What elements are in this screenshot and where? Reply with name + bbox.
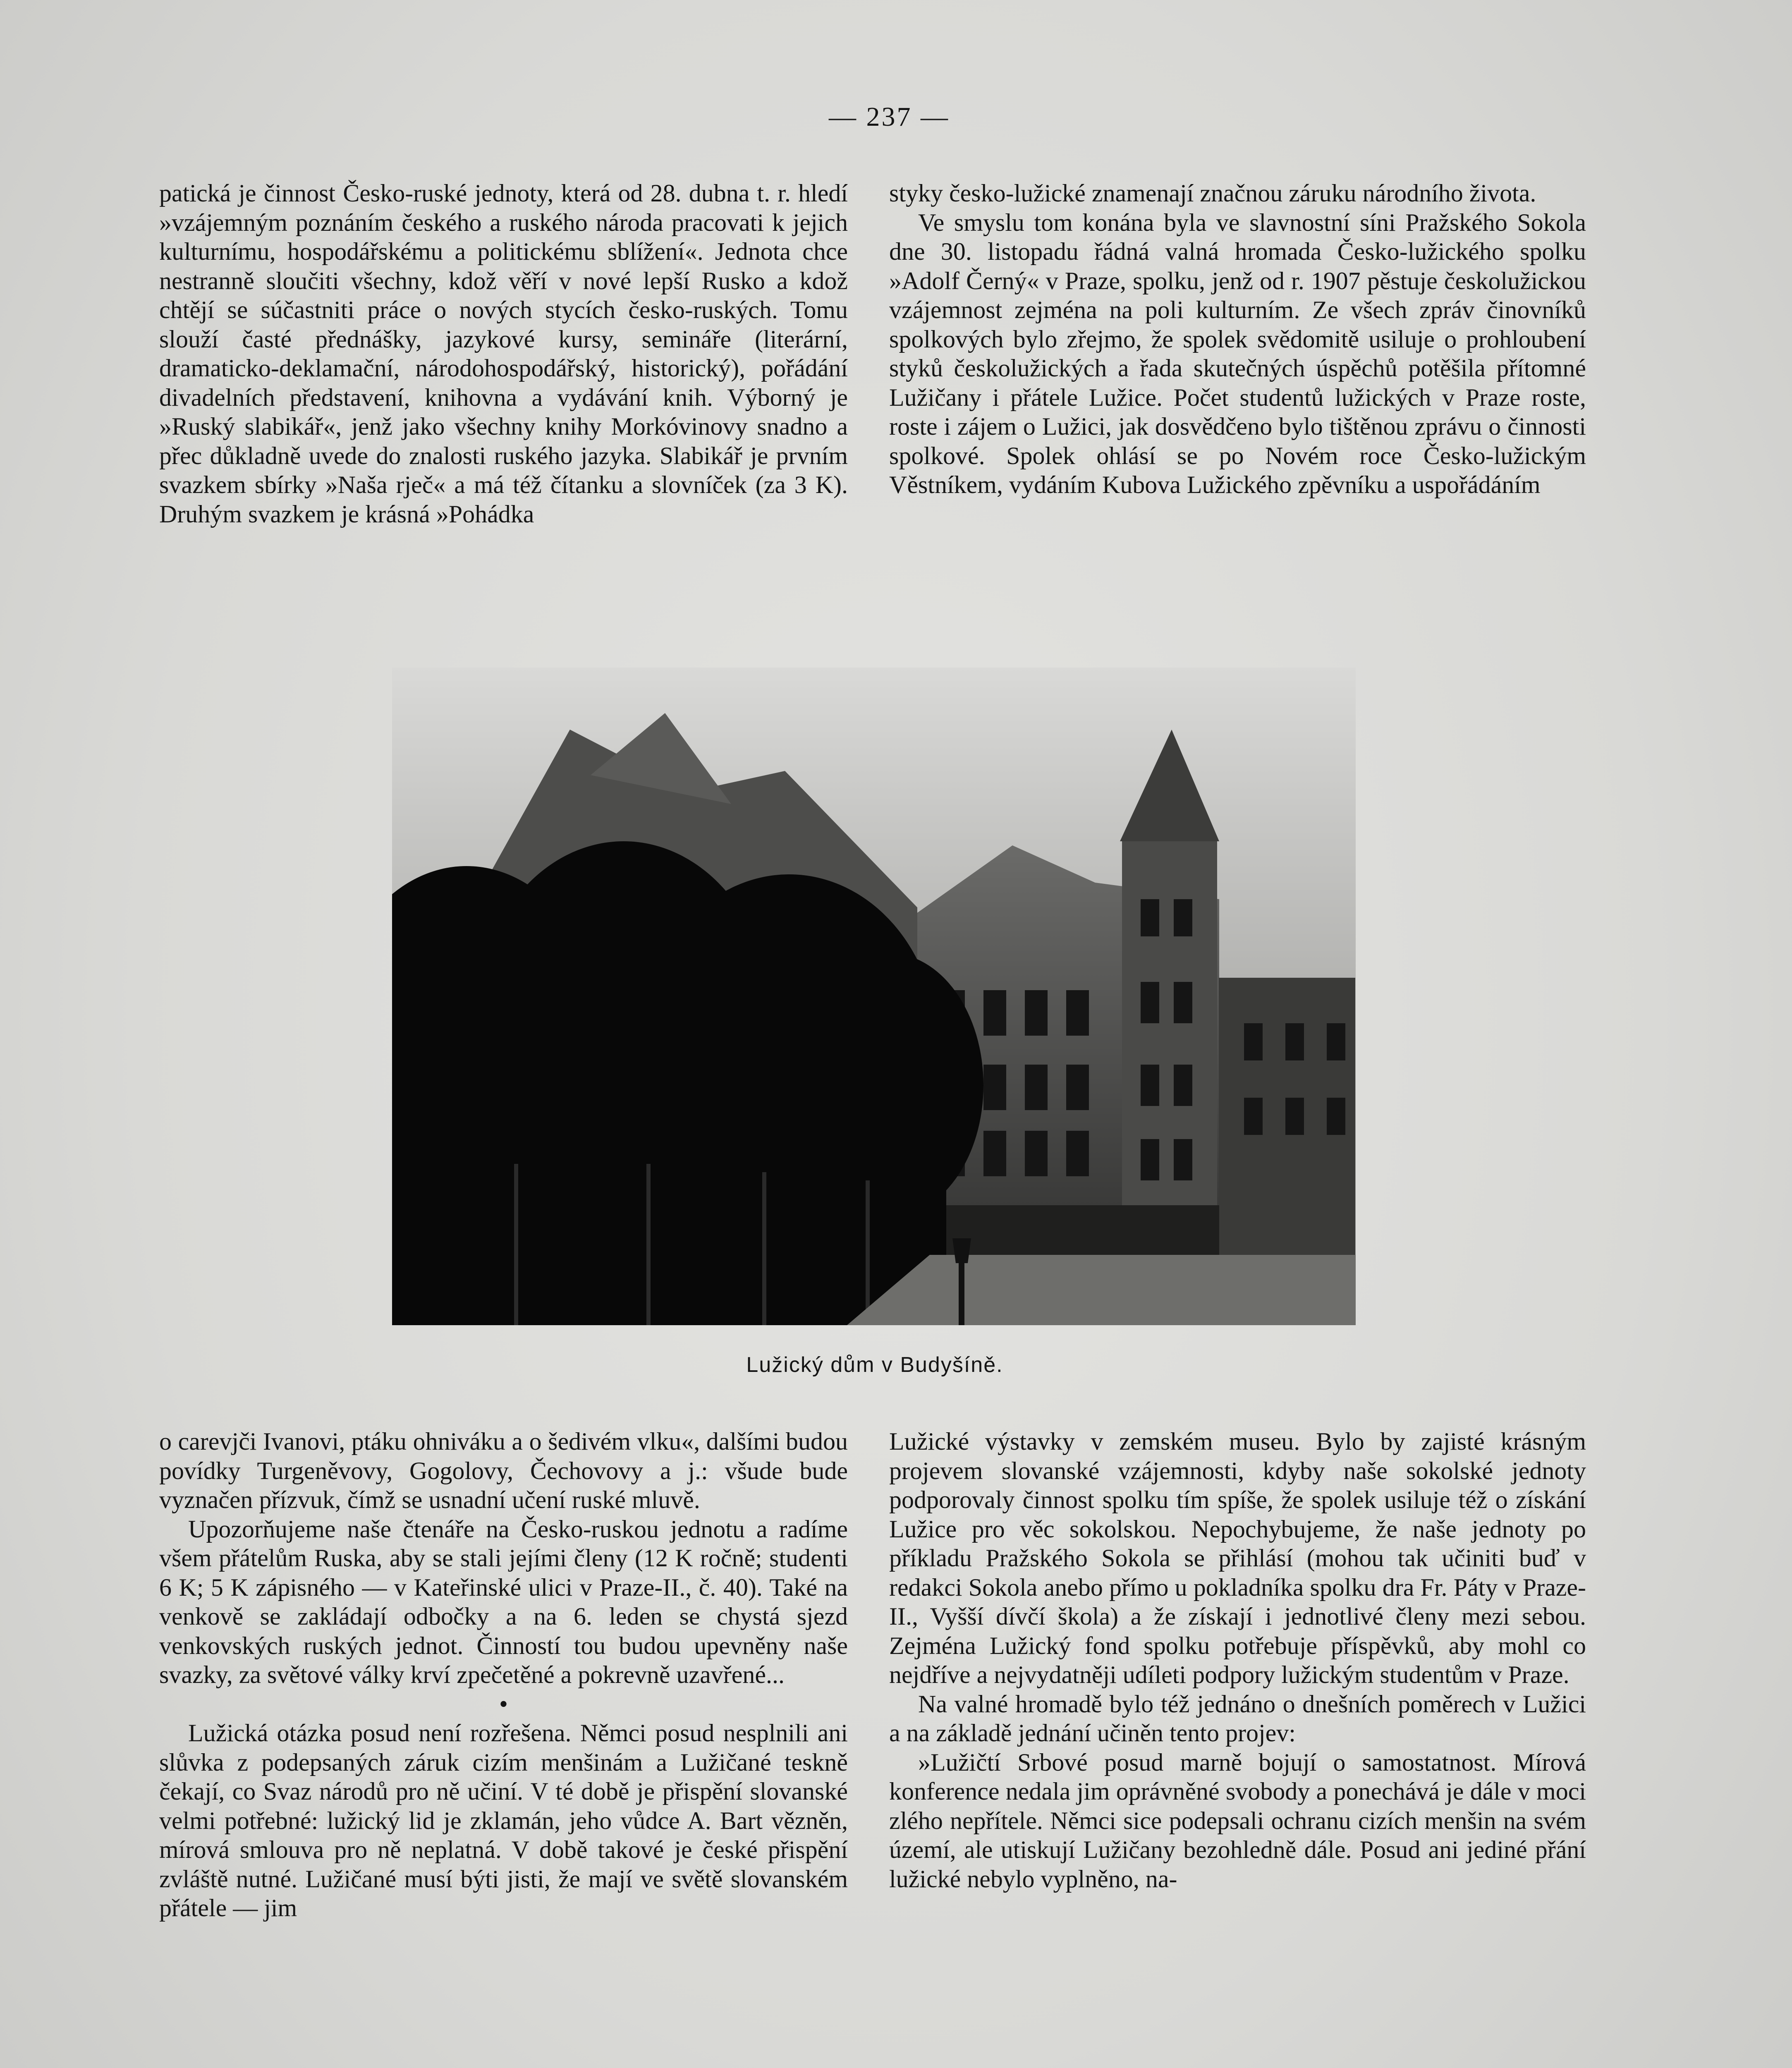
lusatian-house-illustration (392, 668, 1356, 1325)
figure-caption: Lužický dům v Budyšíně. (746, 1353, 1003, 1377)
paragraph: Lužické výstavky v zemském museu. Bylo by zajisté krásným projevem slovanské vzájemnosti, kdyby naše sokolské jednoty podporovaly činnost spolku tím spíše, že spolek usiluje též o získání Lužice pro věc sokolskou. Nepochybujeme, že naše jednoty po příkladu Pražského Sokola se přihlásí (mohou tak učiniti buď v redakci Sokola anebo přímo u pokladníka spolku dra Fr. Páty v Praze-II., Vyšší dívčí škola) a že získají i jednotlivé členy mezi sebou. Zejména Lužický fond spolku potřebuje příspěvků, aby mohl co nejdříve a nejvydatněji udíleti podpory lužickým studentům v Praze. (889, 1428, 1586, 1688)
paragraph: Lužická otázka posud není rozřešena. Němci posud nesplnili ani slůvka z podepsaných záruk cizím menšinám a Lužičané teskně čekají, co Svaz národů pro ně učiní. V té době je přispění slovanské velmi potřebné: lužický lid je zklamán, jeho vůdce A. Bart vězněn, mírová smlouva pro ně neplatná. V době takové je české přispění zvláště nutné. Lužičané musí býti jisti, že mají ve světě slovanském přátele — jim (159, 1719, 848, 1922)
column-top-left (159, 179, 848, 529)
column-bottom-left (159, 1427, 848, 1923)
column-bottom-right (889, 1427, 1586, 1893)
paragraph: styky česko-lužické znamenají značnou záruku národního života. (889, 180, 1536, 207)
street (847, 1255, 1356, 1325)
paragraph: o carevjči Ivanovi, ptáku ohniváku a o šedivém vlku«, dalšími budou povídky Turgeněvovy, Gogolovy, Čechovovy a j.: všude bude vyznačen přízvuk, čímž se usnadní učení ruské mluvě. (159, 1428, 848, 1513)
paragraph: patická je činnost Česko-ruské jednoty, která od 28. dubna t. r. hledí »vzájemným poznáním českého a ruského národa pracovati k jejich kulturnímu, hospodářskému a politickému sblížení«. Jednota chce nestranně sloučiti všechny, kdož věří v nové lepší Rusko a kdož chtějí se súčastniti práce o nových stycích česko-ruských. Tomu slouží časté přednášky, jazykové kursy, semináře (literární, dramaticko-deklamační, národohospodářský, historický), pořádání divadelních představení, knihovna a vydávání knih. Výborný je »Ruský slabikář«, jenž jako všechny knihy Morkóvinovy snadno a přec důkladně uvede do znalosti ruského jazyka. Slabikář je prvním svazkem sbírky »Naša rječ« a má též čítanku a slovníček (za 3 K). Druhým svazkem je krásná »Pohádka (159, 180, 848, 528)
section-separator: • (499, 1690, 508, 1718)
paragraph: Na valné hromadě bylo též jednáno o dnešních poměrech v Lužici a na základě jednání učiněn tento projev: (889, 1690, 1586, 1747)
building-photo (392, 668, 1356, 1325)
paragraph: Ve smyslu tom konána byla ve slavnostní síni Pražského Sokola dne 30. listopadu řádná valná hromada Česko-lužického spolku »Adolf Černý« v Praze, spolku, jenž od r. 1907 pěstuje českolužickou vzájemnost zejména na poli kulturním. Ze všech zpráv činovníků spolkových bylo zřejmo, že spolek svědomitě usiluje o prohloubení styků českolužických a řada skutečných úspěchů potěšila přítomné Lužičany i přátele Lužice. Počet studentů lužických v Praze roste, roste i zájem o Lužici, jak dosvědčeno bylo tištěnou zprávu o činnosti spolkové. Spolek ohlásí se po Novém roce Česko-lužickým Věstníkem, vydáním Kubova Lužického zpěvníku a uspořádáním (889, 208, 1586, 498)
paragraph: Upozorňujeme naše čtenáře na Česko-ruskou jednotu a radíme všem přátelům Ruska, aby se stali jejími členy (12 K ročně; studenti 6 K; 5 K zápisného — v Kateřinské ulici v Praze-II., č. 40). Také na venkově se zakládají odbočky a na 6. leden se chystá sjezd venkovských ruských jednot. Činností tou budou upevněny naše svazky, za světové války krví zpečetěné a pokrevně uzavřené... (159, 1515, 848, 1688)
column-top-right (889, 179, 1586, 500)
page-number: — 237 — (829, 102, 950, 132)
shopfront (930, 1205, 1219, 1255)
paragraph: »Lužičtí Srbové posud marně bojují o samostatnost. Mírová konference nedala jim oprávněné svobody a ponechává je dále v moci zlého nepřítele. Němci sice podepsali ochranu cizích menšin na svém území, ale utiskují Lužičany bezohledně dále. Posud ani jediné přání lužické nebylo vyplněno, na- (889, 1748, 1586, 1893)
